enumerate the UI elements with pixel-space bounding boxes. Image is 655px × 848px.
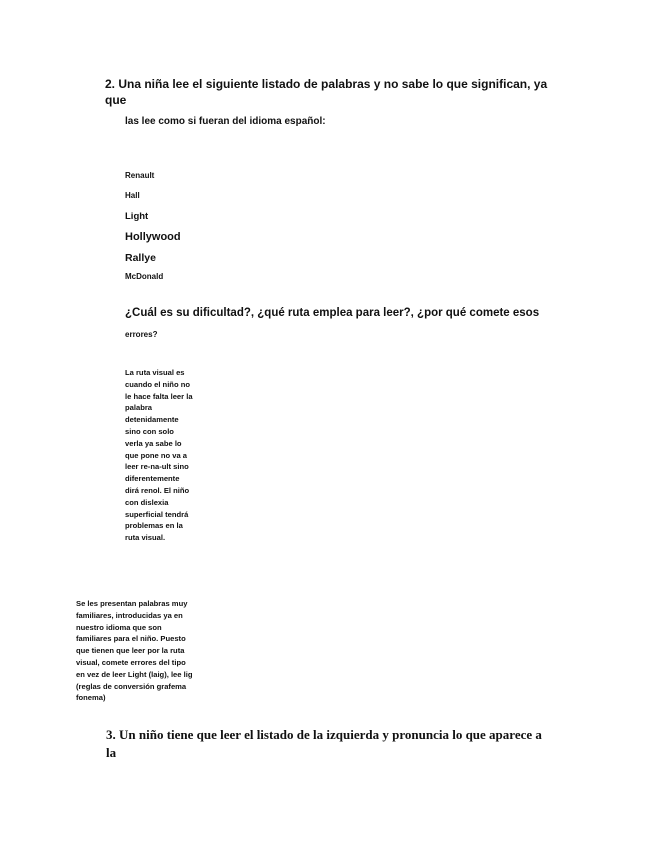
word-item: Light: [125, 211, 149, 222]
answer-visual-route: La ruta visual es cuando el niño no le hace falta leer la palabra detenidamente sino con solo verla ya sabe lo que pone no va a leer re-na-ult sino diferentemente dirá renol. El niño con dislexia superficial tendrá problemas en la ruta visual.: [125, 368, 193, 543]
word-item: Renault: [125, 171, 155, 180]
word-item: McDonald: [125, 272, 164, 281]
answer-familiar-words: Se les presentan palabras muy familiares, introducidas ya en nuestro idioma que son familiares para el niño. Puesto que tienen que leer por la ruta visual, comete errores del tipo en vez de leer Light (laig), lee lig (reglas de conversión grafema fonema): [76, 599, 193, 703]
word-item: Hall: [125, 191, 140, 200]
question-2-prompt-line-1: ¿Cuál es su dificultad?, ¿qué ruta emplea para leer?, ¿por qué comete esos: [125, 307, 540, 319]
word-item: Rallye: [125, 252, 156, 264]
word-item: Hollywood: [125, 231, 181, 243]
question-2-prompt-line-2: errores?: [125, 330, 158, 339]
question-3-title: 3. Un niño tiene que leer el listado de la izquierda y pronuncia lo que aparece a la: [106, 727, 542, 760]
question-2-subtitle: las lee como si fueran del idioma español:: [125, 116, 326, 127]
question-2-title: 2. Una niña lee el siguiente listado de palabras y no sabe lo que significan, ya que: [105, 77, 548, 107]
